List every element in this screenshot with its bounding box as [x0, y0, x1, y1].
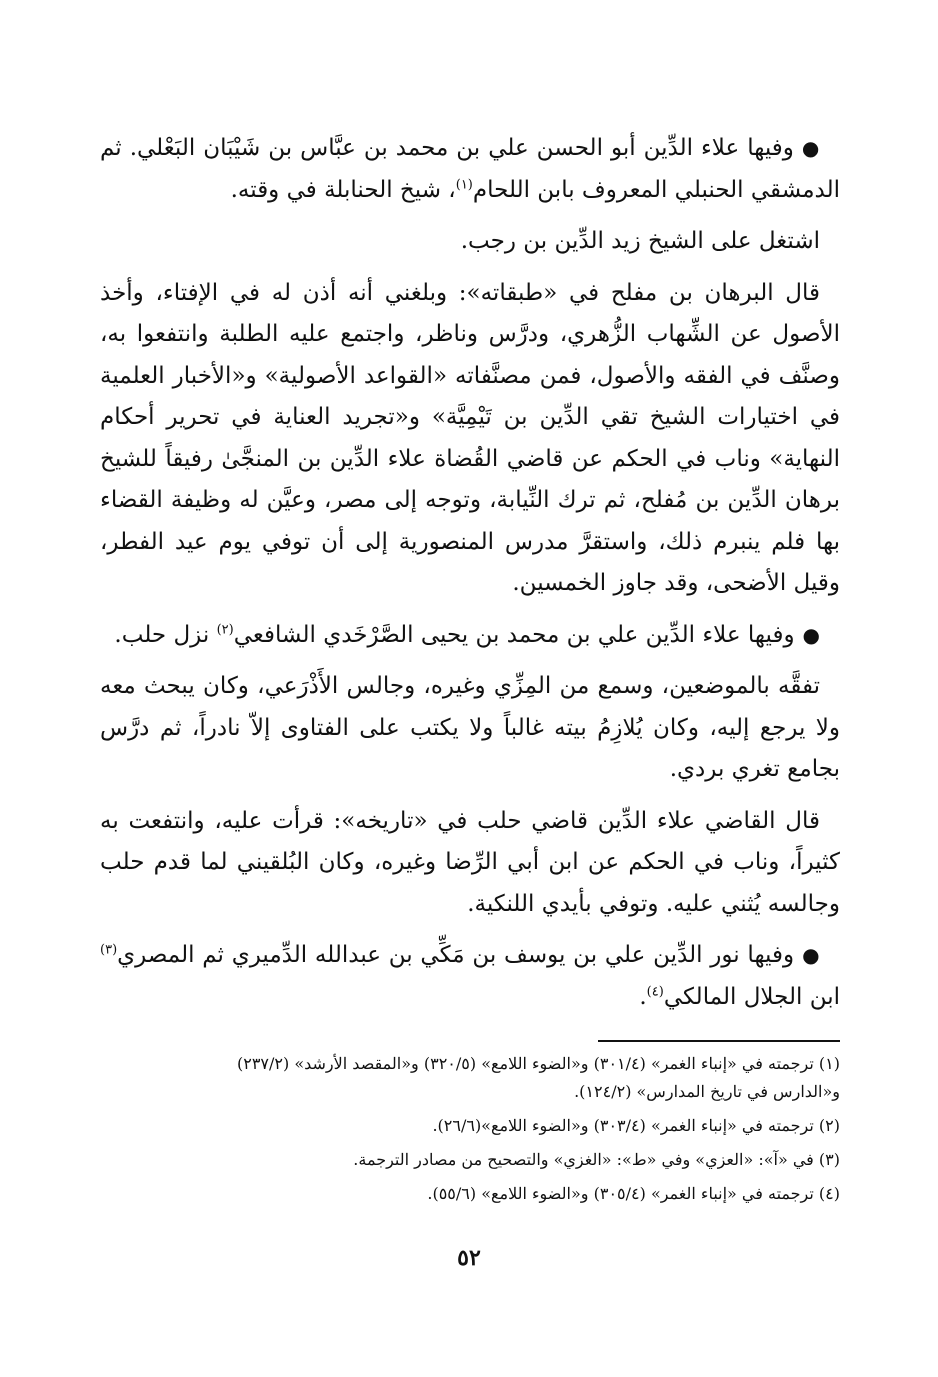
footnote-text: و«الدارس في تاريخ المدارس» (١٢٤/٢). — [574, 1082, 840, 1101]
footnote-3: (٣) في «آ»: «العزي» وفي «ط»: «الغزي» والتصحيح من مصادر الترجمة. — [353, 1150, 840, 1169]
paragraph: اشتغل على الشيخ زيد الدِّين بن رجب. — [460, 228, 820, 254]
paragraph-text: وفيها علاء الدِّين علي بن محمد بن يحيى الصَّرْخَدي الشافعي — [233, 621, 795, 648]
bullet-icon: ● — [802, 622, 820, 647]
footnote-ref: (٤) — [646, 983, 664, 999]
paragraph-entry-ibn-allaham — [100, 128, 840, 211]
footnote-1 — [100, 1050, 840, 1106]
footnote-divider — [598, 1040, 840, 1042]
paragraph-text: ابن الجلال المالكي — [663, 983, 840, 1010]
footnote-ref: (٢) — [216, 621, 234, 637]
bullet-icon: ● — [802, 943, 820, 967]
paragraph: تفقَّه بالموضعين، وسمع من المِزِّي وغيره، وجالس الأَذْرَعي، وكان يبحث معه ولا يرجع إليه، وكان يُلازِمُ بيته غالباً ولا يكتب على الفتاوى إلاّ نادراً، ثم درَّس بجامع تغري بردي. — [100, 673, 840, 782]
paragraph: قال القاضي علاء الدِّين قاضي حلب في «تاريخه»: قرأت عليه، وانتفعت به كثيراً، وناب في الحكم عن ابن أبي الرِّضا وغيره، وكان البُلقيني لما قدم حلب وجالسه يُثني عليه. وتوفي بأيدي اللنكية. — [100, 807, 840, 917]
footnote-4: (٤) ترجمته في «إنباء الغمر» (٣٠٥/٤) و«الضوء اللامع» (٥٥/٦). — [427, 1184, 840, 1203]
paragraph-text: نزل حلب. — [114, 621, 217, 648]
paragraph-text: . — [639, 983, 647, 1010]
paragraph-text: ، شيخ الحنابلة في وقته. — [230, 176, 456, 203]
bullet-icon: ● — [801, 136, 821, 160]
footnotes — [100, 1050, 840, 1214]
page-number: ٥٢ — [457, 1245, 481, 1271]
main-text — [100, 128, 840, 1028]
paragraph-entry-sarkhadi — [100, 615, 840, 657]
footnote-ref: (٣) — [100, 942, 118, 958]
footnote-ref: (١) — [455, 176, 473, 192]
paragraph-text: وفيها نور الدِّين علي بن يوسف بن مَكِّي بن عبدالله الدِّميري ثم المصري — [117, 942, 795, 968]
paragraph-entry-dimiri — [100, 935, 840, 1018]
footnote-2: (٢) ترجمته في «إنباء الغمر» (٣٠٣/٤) و«الضوء اللامع»(٢٦/٦). — [432, 1116, 840, 1135]
paragraph-text: وفيها علاء الدِّين أبو الحسن علي بن محمد بن عبَّاس بن شَيْبَان البَعْلي. ثم الدمشقي الحنبلي المعروف بابن اللحام — [100, 135, 840, 203]
paragraph: قال البرهان بن مفلح في «طبقاته»: وبلغني أنه أذن له في الإفتاء، وأخذ الأصول عن الشِّهاب الزُّهري، ودرَّس وناظر، واجتمع عليه الطلبة وانتفعوا به، وصنَّف في الفقه والأصول، فمن مصنَّفاته «القواعد الأصولية» و«الأخبار العلمية في اختيارات الشيخ تقي الدِّين بن تَيْمِيَّة» و«تجريد العناية في تحرير أحكام النهاية» وناب في الحكم عن قاضي القُضاة علاء الدِّين بن المنجَّىٰ رفيقاً للشيخ برهان الدِّين بن مُفلح، ثم ترك النِّيابة، وتوجه إلى مصر، وعيَّن له وظيفة القضاء بها فلم ينبرم ذلك، واستقرَّ مدرس المنصورية إلى أن توفي يوم عيد الفطر، وقيل الأضحى، وقد جاوز الخمسين. — [100, 279, 840, 596]
footnote-text: (١) ترجمته في «إنباء الغمر» (٣٠١/٤) و«الضوء اللامع» (٣٢٠/٥) و«المقصد الأرشد» (٢٣٧/٢) — [236, 1054, 840, 1073]
